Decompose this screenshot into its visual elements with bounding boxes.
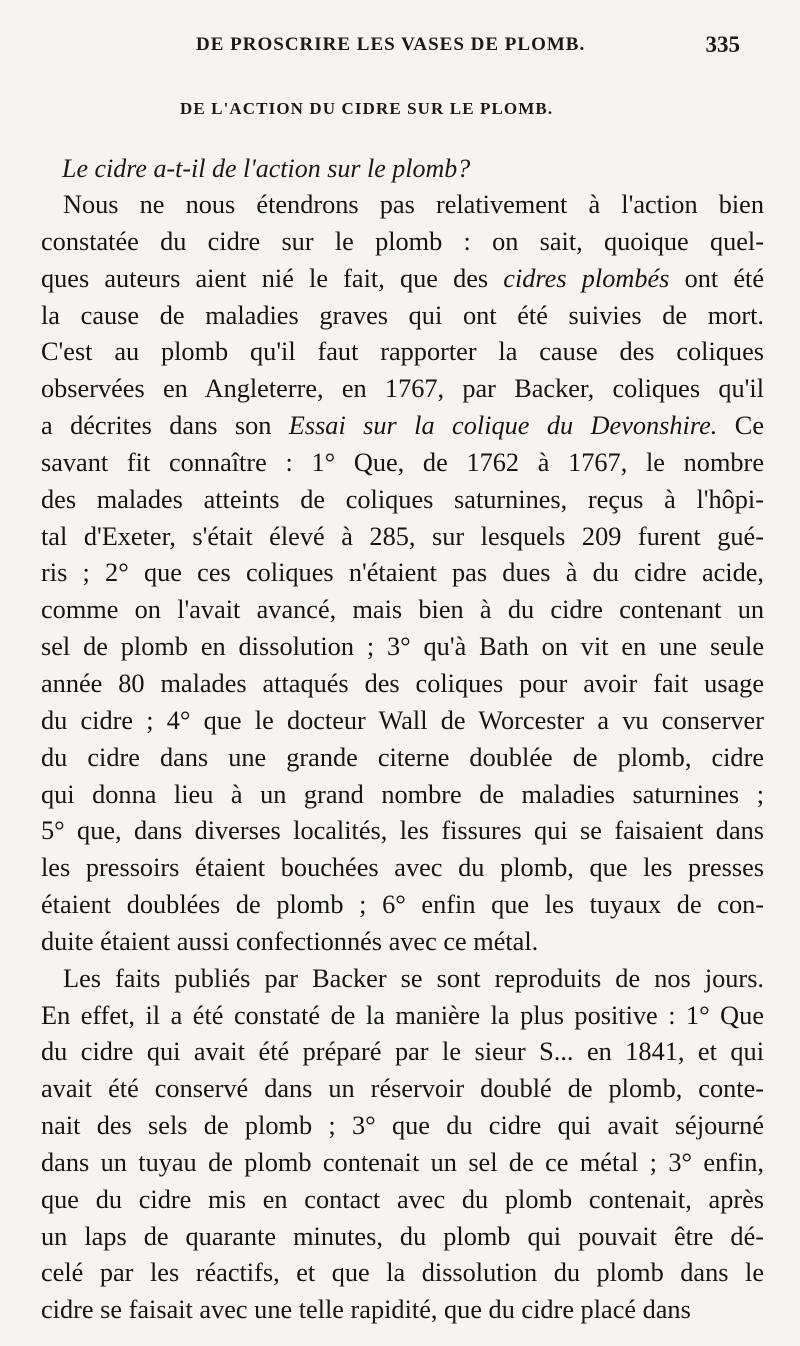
text-line	[41, 1182, 764, 1219]
text-run: du cidre dans une grande citerne doublée de plomb, cidre	[41, 742, 764, 772]
text-run: savant fit connaître : 1° Que, de 1762 à 1767, le nombre	[41, 447, 764, 477]
text-run: avait été conservé dans un réservoir doublé de plomb, conte-	[41, 1074, 764, 1104]
text-line	[41, 740, 764, 777]
text-run: En effet, il a été constaté de la manière la plus positive : 1° Que	[41, 1000, 764, 1030]
running-head: DE PROSCRIRE LES VASES DE PLOMB.	[196, 34, 586, 55]
text-line	[41, 224, 764, 261]
text-run: comme on l'avait avancé, mais bien à du cidre contenant un	[41, 595, 764, 625]
text-run: Ce	[717, 411, 764, 441]
text-run: du cidre qui avait été préparé par le sieur S... en 1841, et qui	[41, 1037, 764, 1067]
text-line	[41, 187, 764, 224]
text-line	[41, 703, 764, 740]
italic-text: cidres plombés	[503, 263, 670, 293]
text-run: les pressoirs étaient bouchées avec du plomb, que les presses	[41, 853, 764, 883]
question-heading: Le cidre a-t-il de l'action sur le plomb?	[62, 154, 471, 183]
text-line	[41, 777, 764, 814]
text-run: tal d'Exeter, s'était élevé à 285, sur lesquels 209 furent gué-	[41, 521, 764, 551]
text-line	[41, 629, 764, 666]
text-line	[41, 1255, 764, 1292]
text-run: nait des sels de plomb ; 3° que du cidre qui avait séjourné	[41, 1111, 764, 1141]
text-run: qui donna lieu à un grand nombre de maladies saturnines ;	[41, 779, 764, 809]
text-run: des malades atteints de coliques saturnines, reçus à l'hôpi-	[41, 484, 764, 514]
text-run: Les faits publiés par Backer se sont reproduits de nos jours.	[63, 963, 764, 993]
text-line	[41, 961, 764, 998]
text-run: année 80 malades attaqués des coliques pour avoir fait usage	[41, 668, 764, 698]
text-line	[41, 371, 764, 408]
text-line	[41, 298, 764, 335]
text-run: un laps de quarante minutes, du plomb qui pouvait être dé-	[41, 1221, 764, 1251]
text-line	[41, 555, 764, 592]
text-line	[41, 1219, 764, 1256]
text-line	[41, 924, 764, 961]
text-run: du cidre ; 4° que le docteur Wall de Worcester a vu conserver	[41, 705, 764, 735]
text-run: sel de plomb en dissolution ; 3° qu'à Bath on vit en une seule	[41, 632, 764, 662]
page-number: 335	[705, 32, 740, 57]
text-run: dans un tuyau de plomb contenait un sel de ce métal ; 3° enfin,	[41, 1147, 764, 1177]
text-run: a décrites dans son	[41, 411, 289, 441]
paragraph-1	[41, 187, 764, 961]
text-line	[41, 445, 764, 482]
text-line	[41, 813, 764, 850]
text-run: duite étaient aussi confectionnés avec ce métal.	[41, 926, 539, 956]
text-run: celé par les réactifs, et que la dissolution du plomb dans le	[41, 1258, 764, 1288]
text-run: C'est au plomb qu'il faut rapporter la cause des coliques	[41, 337, 764, 367]
italic-text: Essai sur la colique du Devonshire.	[288, 411, 718, 441]
text-run: ques auteurs aient nié le fait, que des	[41, 263, 504, 293]
text-line	[41, 592, 764, 629]
text-line	[41, 1145, 764, 1182]
text-run: observées en Angleterre, en 1767, par Backer, coliques qu'il	[41, 374, 764, 404]
text-line	[41, 482, 764, 519]
text-run: étaient doublées de plomb ; 6° enfin que les tuyaux de con-	[41, 890, 764, 920]
text-run: la cause de maladies graves qui ont été suivies de mort.	[41, 300, 764, 330]
text-line	[41, 1071, 764, 1108]
text-line	[41, 666, 764, 703]
text-line	[41, 850, 764, 887]
text-run: constatée du cidre sur le plomb : on sait, quoique quel-	[41, 226, 764, 256]
text-line	[41, 887, 764, 924]
text-line	[41, 334, 764, 371]
paragraph-2	[41, 961, 764, 1329]
text-run: que du cidre mis en contact avec du plomb contenait, après	[41, 1184, 764, 1214]
text-line	[41, 408, 764, 445]
text-line	[41, 261, 764, 298]
text-line	[41, 1292, 764, 1329]
text-line	[41, 998, 764, 1035]
text-line	[41, 1108, 764, 1145]
text-line	[41, 519, 764, 556]
text-run: ont été	[669, 263, 764, 293]
text-run: Nous ne nous étendrons pas relativement à l'action bien	[63, 190, 764, 219]
body-text	[41, 187, 764, 1329]
text-run: 5° que, dans diverses localités, les fissures qui se faisaient dans	[41, 816, 764, 846]
text-run: cidre se faisait avec une telle rapidité, que du cidre placé dans	[41, 1295, 691, 1325]
section-title: DE L'ACTION DU CIDRE SUR LE PLOMB.	[180, 99, 554, 118]
text-run: ris ; 2° que ces coliques n'étaient pas dues à du cidre acide,	[41, 558, 764, 588]
text-line	[41, 1034, 764, 1071]
